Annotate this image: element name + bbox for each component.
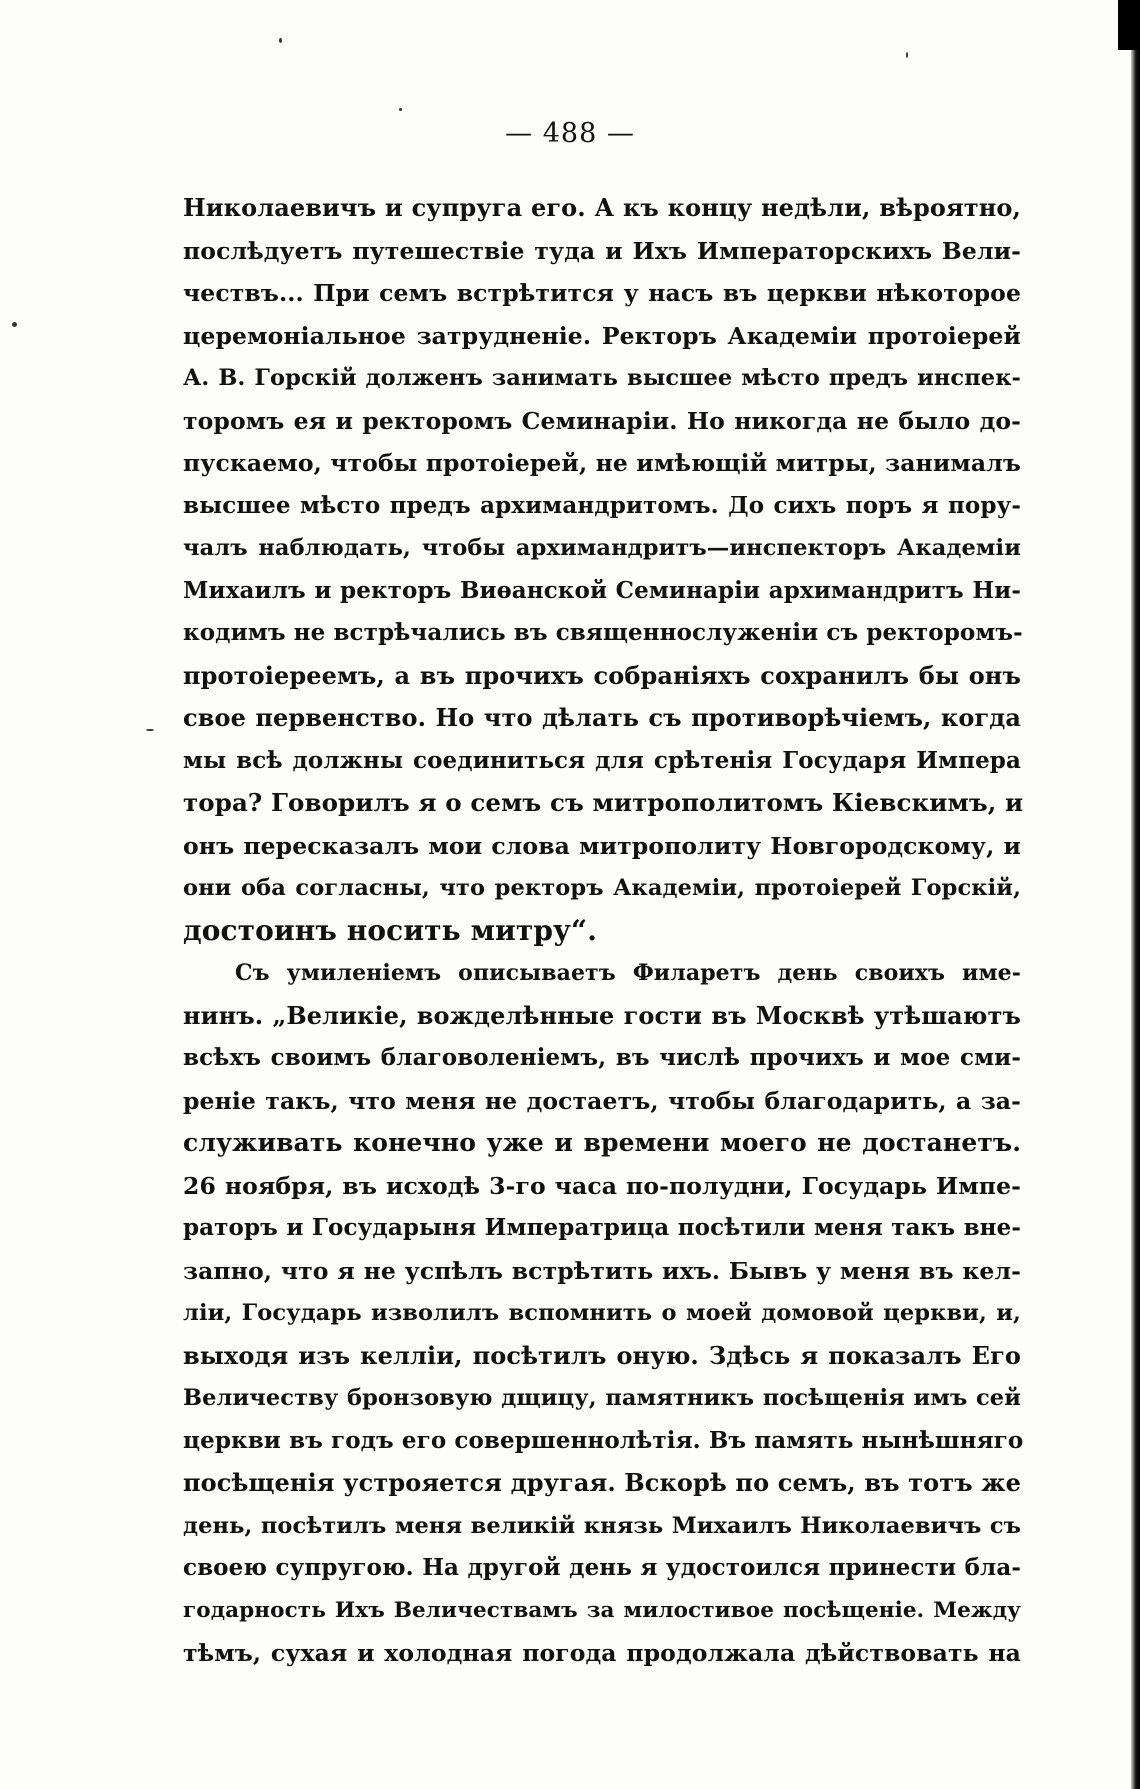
text-line: 26 ноября, въ исходѣ 3-го часа по-полудни, Государь Импе- — [183, 1171, 1021, 1200]
text-line: торомъ ея и ректоромъ Семинаріи. Но никогда не было до- — [183, 406, 1021, 435]
text-line: Николаевичъ и супруга его. А къ концу недѣли, вѣроятно, — [183, 193, 1021, 222]
scan-speck — [399, 108, 402, 111]
text-line: реніе такъ, что меня не достаетъ, чтобы благодарить, а за- — [183, 1086, 1021, 1115]
text-line: свое первенство. Но что дѣлать съ противорѣчіемъ, когда — [183, 703, 1021, 732]
scan-edge-shadow — [1131, 0, 1140, 1789]
text-line: достоинъ носить митру“. — [183, 913, 598, 947]
text-line: выходя изъ келліи, посѣтилъ оную. Здѣсь я показалъ Его — [183, 1340, 1021, 1370]
text-line: Величеству бронзовую дщицу, памятникъ посѣщенія имъ сей — [183, 1385, 1021, 1411]
text-line: Михаилъ и ректоръ Виѳанской Семинаріи архимандритъ Ни- — [183, 576, 1021, 604]
text-line: запно, что я не успѣлъ встрѣтить ихъ. Бывъ у меня въ кел- — [183, 1256, 1021, 1285]
text-line: служивать конечно уже и времени моего не достанетъ. — [183, 1128, 1021, 1157]
text-line: ліи, Государь изволилъ вспомнить о моей домовой церкви, и, — [183, 1300, 1021, 1326]
scan-corner-mark — [1118, 0, 1140, 50]
page-number: — 488 — — [505, 118, 635, 149]
text-line: тѣмъ, сухая и холодная погода продолжала дѣйствовать на — [183, 1639, 1021, 1667]
text-line: кодимъ не встрѣчались въ священнослуженіи съ ректоромъ- — [183, 619, 1023, 646]
text-line: тора? Говорилъ я о семъ съ митрополитомъ Кіевскимъ, и — [183, 788, 1024, 817]
text-line: они оба согласны, что ректоръ Академіи, протоіерей Горскій, — [183, 875, 1021, 901]
text-line: церемоніальное затрудненіе. Ректоръ Академіи протоіерей — [183, 321, 1021, 350]
text-line: посѣщенія устрояется другая. Вскорѣ по семъ, въ тотъ же — [183, 1468, 1021, 1497]
scan-speck — [12, 322, 17, 327]
text-line: пускаемо, чтобы протоіерей, не имѣющій митры, занималъ — [183, 449, 1021, 477]
text-line: протоіереемъ, а въ прочихъ собраніяхъ сохранилъ бы онъ — [183, 660, 1021, 690]
text-line: годарность Ихъ Величествамъ за милостивое посѣщеніе. Между — [183, 1597, 1021, 1623]
text-line: раторъ и Государыня Императрица посѣтили меня такъ вне- — [183, 1214, 1021, 1241]
scan-speck — [906, 52, 908, 58]
text-line: чествъ... При семъ встрѣтится у насъ въ церкви нѣкоторое — [183, 279, 1021, 307]
text-line: чалъ наблюдать, чтобы архимандритъ—инспекторъ Академіи — [183, 535, 1021, 561]
text-line: высшее мѣсто предъ архимандритомъ. До сихъ поръ я пору- — [183, 491, 1021, 519]
scan-speck — [146, 729, 154, 731]
text-line: всѣхъ своимъ благоволеніемъ, въ числѣ прочихъ и мое сми- — [183, 1044, 1021, 1071]
text-line: А. В. Горскій долженъ занимать высшее мѣсто предъ инспек- — [183, 365, 1021, 391]
text-line: церкви въ годъ его совершеннолѣтія. Въ память нынѣшняго — [183, 1426, 1024, 1454]
text-line: своею супругою. На другой день я удостоился принести бла- — [183, 1554, 1021, 1581]
scan-speck — [279, 38, 282, 43]
text-line: мы всѣ должны соединиться для срѣтенія Государя Импера — [183, 746, 1021, 774]
text-line: онъ пересказалъ мои слова митрополиту Новгородскому, и — [183, 831, 1021, 860]
body-text — [183, 187, 1024, 1675]
text-line: нинъ. „Великіе, вожделѣнные гости въ Москвѣ утѣшаютъ — [183, 1000, 1021, 1030]
text-line: день, посѣтилъ меня великій князь Михаилъ Николаевичъ съ — [183, 1512, 1021, 1539]
text-line: Съ умиленіемъ описываетъ Филаретъ день своихъ име- — [235, 960, 1021, 986]
text-line: послѣдуетъ путешествіе туда и Ихъ Императорскихъ Вели- — [183, 236, 1021, 265]
